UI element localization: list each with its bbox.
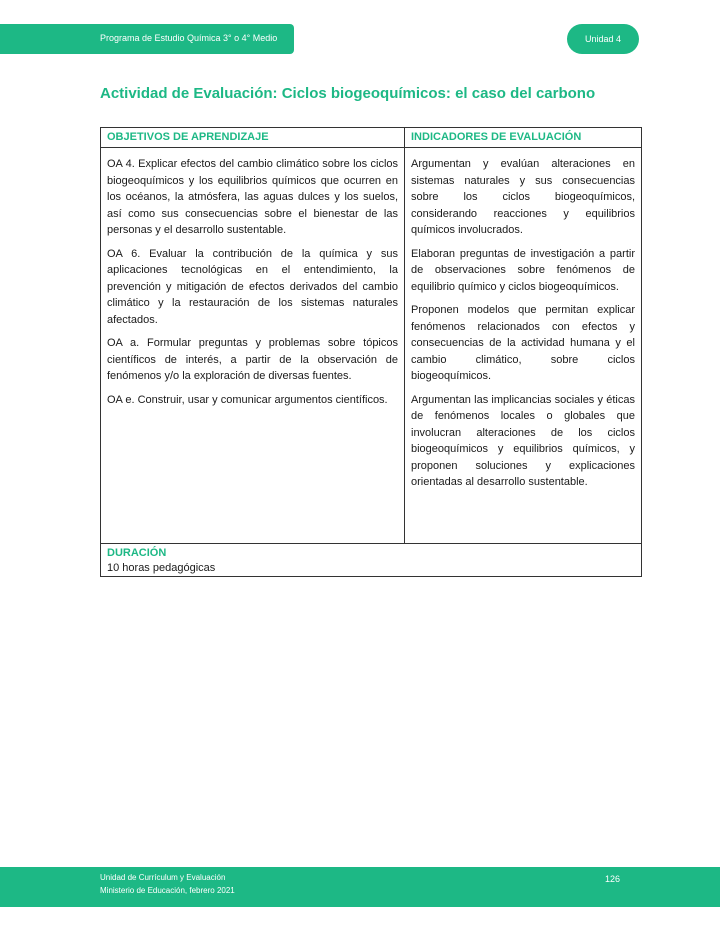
indicator-item: Argumentan y evalúan alteraciones en sistemas naturales y sus consecuencias sobre los ciclos biogeoquímicos, considerando reacciones y equilibrios químicos involucrados. — [411, 158, 635, 236]
objective-item: OA a. Formular preguntas y problemas sobre tópicos científicos de interés, a partir de la observación de fenómenos y/o la exploración de diversas fuentes. — [107, 337, 398, 382]
indicator-item: Elaboran preguntas de investigación a partir de observaciones sobre fenómenos de equilibrio químico y ciclos biogeoquímicos. — [411, 247, 635, 293]
objectives-header: OBJETIVOS DE APRENDIZAJE — [101, 128, 404, 148]
indicators-column — [405, 128, 641, 543]
unit-badge: Unidad 4 — [567, 24, 639, 54]
objective-item: OA 6. Evaluar la contribución de la química y sus aplicaciones tecnológicas en el entendimiento, la prevención y mitigación de efectos derivados del cambio climático y la restauración de los sistemas naturales afectados. — [107, 247, 398, 326]
duration-value: 10 horas pedagógicas — [107, 562, 216, 574]
objectives-column — [101, 128, 405, 543]
indicator-item: Argumentan las implicancias sociales y éticas de fenómenos locales o globales que involucran alteraciones de los ciclos biogeoquímicos y equilibrios químicos, y proponen soluciones y explicaciones orientadas al desarrollo sustentable. — [411, 393, 635, 488]
program-title: Programa de Estudio Química 3° o 4° Medio — [100, 33, 278, 43]
indicators-header: INDICADORES DE EVALUACIÓN — [405, 128, 641, 148]
duration-row — [101, 543, 641, 576]
footer-ministry: Ministerio de Educación, febrero 2021 — [100, 886, 235, 895]
page-number: 126 — [605, 874, 621, 884]
indicator-item: Proponen modelos que permitan explicar fenómenos relacionados con efectos y consecuencias de la actividad humana y el cambio climático, sobre ciclos biogeoquímicos. — [411, 304, 635, 382]
objective-item: OA e. Construir, usar y comunicar argumentos científicos. — [107, 393, 388, 406]
objective-item: OA 4. Explicar efectos del cambio climático sobre los ciclos biogeoquímicos y los equilibrios químicos que ocurren en los océanos, la atmósfera, las aguas dulces y los suelos, así como sus consecuencias sobre el bienestar de las personas y el desarrollo sustentable. — [107, 158, 398, 236]
footer-bar — [0, 867, 720, 907]
evaluation-table — [100, 127, 642, 577]
page-title: Actividad de Evaluación: Ciclos biogeoquímicos: el caso del carbono — [100, 85, 596, 102]
footer-unit: Unidad de Currículum y Evaluación — [100, 873, 226, 882]
duration-header: DURACIÓN — [107, 547, 167, 559]
